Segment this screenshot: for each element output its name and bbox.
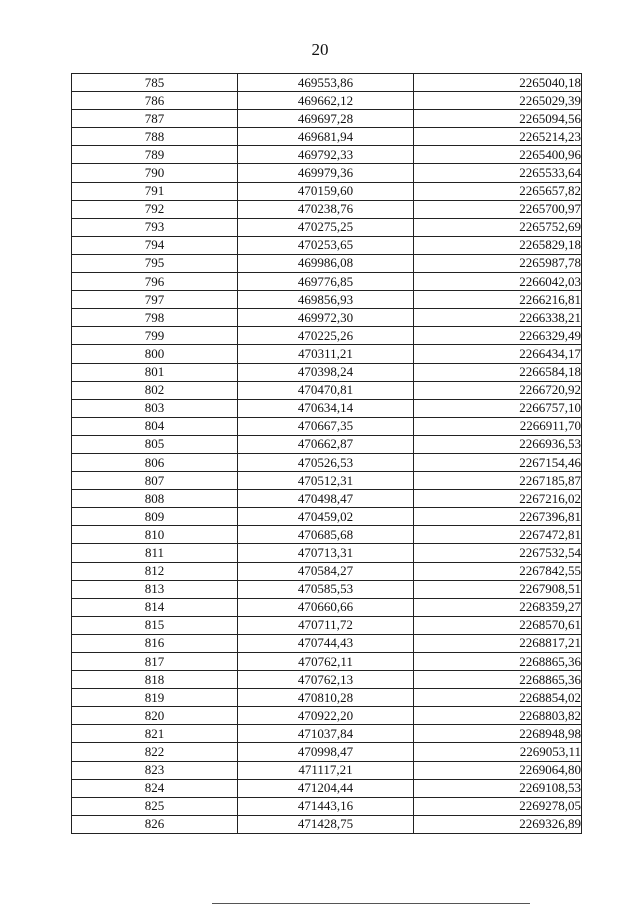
y-coordinate-cell: 2265657,82 [414, 182, 582, 200]
point-number-cell: 814 [72, 598, 238, 616]
table-row [72, 544, 582, 562]
x-coordinate-cell: 469662,12 [238, 92, 414, 110]
y-coordinate-cell: 2265829,18 [414, 236, 582, 254]
y-coordinate-cell: 2268803,82 [414, 707, 582, 725]
point-number-cell: 825 [72, 797, 238, 815]
table-row [72, 327, 582, 345]
table-row [72, 616, 582, 634]
y-coordinate-cell: 2269326,89 [414, 815, 582, 833]
x-coordinate-cell: 470711,72 [238, 616, 414, 634]
table-row [72, 453, 582, 471]
y-coordinate-cell: 2268865,36 [414, 671, 582, 689]
x-coordinate-cell: 470459,02 [238, 508, 414, 526]
x-coordinate-cell: 471117,21 [238, 761, 414, 779]
x-coordinate-cell: 470667,35 [238, 417, 414, 435]
coordinates-table [71, 73, 582, 834]
point-number-cell: 808 [72, 490, 238, 508]
point-number-cell: 802 [72, 381, 238, 399]
point-number-cell: 815 [72, 616, 238, 634]
y-coordinate-cell: 2266720,92 [414, 381, 582, 399]
table-row [72, 345, 582, 363]
y-coordinate-cell: 2268865,36 [414, 653, 582, 671]
x-coordinate-cell: 469979,36 [238, 164, 414, 182]
x-coordinate-cell: 470512,31 [238, 472, 414, 490]
point-number-cell: 786 [72, 92, 238, 110]
point-number-cell: 822 [72, 743, 238, 761]
point-number-cell: 789 [72, 146, 238, 164]
x-coordinate-cell: 469553,86 [238, 74, 414, 92]
x-coordinate-cell: 470253,65 [238, 236, 414, 254]
point-number-cell: 811 [72, 544, 238, 562]
point-number-cell: 800 [72, 345, 238, 363]
x-coordinate-cell: 469856,93 [238, 291, 414, 309]
table-row [72, 490, 582, 508]
point-number-cell: 791 [72, 182, 238, 200]
y-coordinate-cell: 2265214,23 [414, 128, 582, 146]
y-coordinate-cell: 2267908,51 [414, 580, 582, 598]
y-coordinate-cell: 2267185,87 [414, 472, 582, 490]
table-row [72, 164, 582, 182]
point-number-cell: 821 [72, 725, 238, 743]
table-row [72, 743, 582, 761]
table-row [72, 472, 582, 490]
x-coordinate-cell: 470713,31 [238, 544, 414, 562]
table-row [72, 218, 582, 236]
y-coordinate-cell: 2268570,61 [414, 616, 582, 634]
table-row [72, 273, 582, 291]
y-coordinate-cell: 2265040,18 [414, 74, 582, 92]
point-number-cell: 785 [72, 74, 238, 92]
point-number-cell: 823 [72, 761, 238, 779]
table-row [72, 689, 582, 707]
y-coordinate-cell: 2265029,39 [414, 92, 582, 110]
table-row [72, 417, 582, 435]
y-coordinate-cell: 2267532,54 [414, 544, 582, 562]
point-number-cell: 804 [72, 417, 238, 435]
table-row [72, 508, 582, 526]
y-coordinate-cell: 2265533,64 [414, 164, 582, 182]
y-coordinate-cell: 2269278,05 [414, 797, 582, 815]
table-row [72, 236, 582, 254]
point-number-cell: 817 [72, 653, 238, 671]
x-coordinate-cell: 470744,43 [238, 634, 414, 652]
x-coordinate-cell: 471037,84 [238, 725, 414, 743]
point-number-cell: 794 [72, 236, 238, 254]
x-coordinate-cell: 469986,08 [238, 254, 414, 272]
y-coordinate-cell: 2267396,81 [414, 508, 582, 526]
point-number-cell: 807 [72, 472, 238, 490]
point-number-cell: 790 [72, 164, 238, 182]
table-row [72, 797, 582, 815]
table-row [72, 110, 582, 128]
x-coordinate-cell: 470311,21 [238, 345, 414, 363]
y-coordinate-cell: 2265987,78 [414, 254, 582, 272]
point-number-cell: 801 [72, 363, 238, 381]
y-coordinate-cell: 2266338,21 [414, 309, 582, 327]
x-coordinate-cell: 470159,60 [238, 182, 414, 200]
x-coordinate-cell: 470634,14 [238, 399, 414, 417]
x-coordinate-cell: 469972,30 [238, 309, 414, 327]
x-coordinate-cell: 470998,47 [238, 743, 414, 761]
table-row [72, 92, 582, 110]
x-coordinate-cell: 471428,75 [238, 815, 414, 833]
table-row [72, 309, 582, 327]
table-row [72, 435, 582, 453]
point-number-cell: 799 [72, 327, 238, 345]
x-coordinate-cell: 470584,27 [238, 562, 414, 580]
x-coordinate-cell: 471443,16 [238, 797, 414, 815]
y-coordinate-cell: 2266329,49 [414, 327, 582, 345]
y-coordinate-cell: 2266584,18 [414, 363, 582, 381]
point-number-cell: 820 [72, 707, 238, 725]
y-coordinate-cell: 2268359,27 [414, 598, 582, 616]
point-number-cell: 793 [72, 218, 238, 236]
table-row [72, 707, 582, 725]
point-number-cell: 818 [72, 671, 238, 689]
y-coordinate-cell: 2267216,02 [414, 490, 582, 508]
y-coordinate-cell: 2266911,70 [414, 417, 582, 435]
y-coordinate-cell: 2267472,81 [414, 526, 582, 544]
table-row [72, 815, 582, 833]
x-coordinate-cell: 470498,47 [238, 490, 414, 508]
table-row [72, 725, 582, 743]
point-number-cell: 798 [72, 309, 238, 327]
x-coordinate-cell: 471204,44 [238, 779, 414, 797]
point-number-cell: 795 [72, 254, 238, 272]
point-number-cell: 826 [72, 815, 238, 833]
table-row [72, 291, 582, 309]
y-coordinate-cell: 2268817,21 [414, 634, 582, 652]
point-number-cell: 819 [72, 689, 238, 707]
table-row [72, 254, 582, 272]
x-coordinate-cell: 470922,20 [238, 707, 414, 725]
y-coordinate-cell: 2269064,80 [414, 761, 582, 779]
table-row [72, 779, 582, 797]
table-row [72, 182, 582, 200]
x-coordinate-cell: 469776,85 [238, 273, 414, 291]
point-number-cell: 812 [72, 562, 238, 580]
table-row [72, 634, 582, 652]
point-number-cell: 787 [72, 110, 238, 128]
y-coordinate-cell: 2266042,03 [414, 273, 582, 291]
y-coordinate-cell: 2267842,55 [414, 562, 582, 580]
y-coordinate-cell: 2266216,81 [414, 291, 582, 309]
y-coordinate-cell: 2269053,11 [414, 743, 582, 761]
point-number-cell: 816 [72, 634, 238, 652]
table-row [72, 74, 582, 92]
x-coordinate-cell: 470762,13 [238, 671, 414, 689]
x-coordinate-cell: 469792,33 [238, 146, 414, 164]
x-coordinate-cell: 470810,28 [238, 689, 414, 707]
y-coordinate-cell: 2265400,96 [414, 146, 582, 164]
x-coordinate-cell: 469697,28 [238, 110, 414, 128]
point-number-cell: 803 [72, 399, 238, 417]
x-coordinate-cell: 470275,25 [238, 218, 414, 236]
point-number-cell: 824 [72, 779, 238, 797]
point-number-cell: 809 [72, 508, 238, 526]
page-number: 20 [311, 40, 329, 59]
y-coordinate-cell: 2268948,98 [414, 725, 582, 743]
x-coordinate-cell: 470526,53 [238, 453, 414, 471]
x-coordinate-cell: 470470,81 [238, 381, 414, 399]
y-coordinate-cell: 2266936,53 [414, 435, 582, 453]
x-coordinate-cell: 470685,68 [238, 526, 414, 544]
table-row [72, 671, 582, 689]
point-number-cell: 797 [72, 291, 238, 309]
table-row [72, 381, 582, 399]
table-row [72, 653, 582, 671]
y-coordinate-cell: 2268854,02 [414, 689, 582, 707]
x-coordinate-cell: 469681,94 [238, 128, 414, 146]
table-row [72, 363, 582, 381]
point-number-cell: 813 [72, 580, 238, 598]
y-coordinate-cell: 2265752,69 [414, 218, 582, 236]
x-coordinate-cell: 470660,66 [238, 598, 414, 616]
point-number-cell: 806 [72, 453, 238, 471]
table-row [72, 399, 582, 417]
y-coordinate-cell: 2269108,53 [414, 779, 582, 797]
coordinates-table-body [72, 74, 582, 834]
point-number-cell: 788 [72, 128, 238, 146]
y-coordinate-cell: 2266434,17 [414, 345, 582, 363]
table-row [72, 761, 582, 779]
point-number-cell: 805 [72, 435, 238, 453]
y-coordinate-cell: 2265094,56 [414, 110, 582, 128]
x-coordinate-cell: 470398,24 [238, 363, 414, 381]
y-coordinate-cell: 2267154,46 [414, 453, 582, 471]
point-number-cell: 792 [72, 200, 238, 218]
point-number-cell: 796 [72, 273, 238, 291]
x-coordinate-cell: 470225,26 [238, 327, 414, 345]
x-coordinate-cell: 470238,76 [238, 200, 414, 218]
table-row [72, 128, 582, 146]
point-number-cell: 810 [72, 526, 238, 544]
table-row [72, 146, 582, 164]
x-coordinate-cell: 470662,87 [238, 435, 414, 453]
table-row [72, 580, 582, 598]
y-coordinate-cell: 2265700,97 [414, 200, 582, 218]
table-row [72, 200, 582, 218]
table-row [72, 562, 582, 580]
table-row [72, 526, 582, 544]
table-row [72, 598, 582, 616]
x-coordinate-cell: 470585,53 [238, 580, 414, 598]
footer-divider [212, 903, 530, 904]
y-coordinate-cell: 2266757,10 [414, 399, 582, 417]
x-coordinate-cell: 470762,11 [238, 653, 414, 671]
